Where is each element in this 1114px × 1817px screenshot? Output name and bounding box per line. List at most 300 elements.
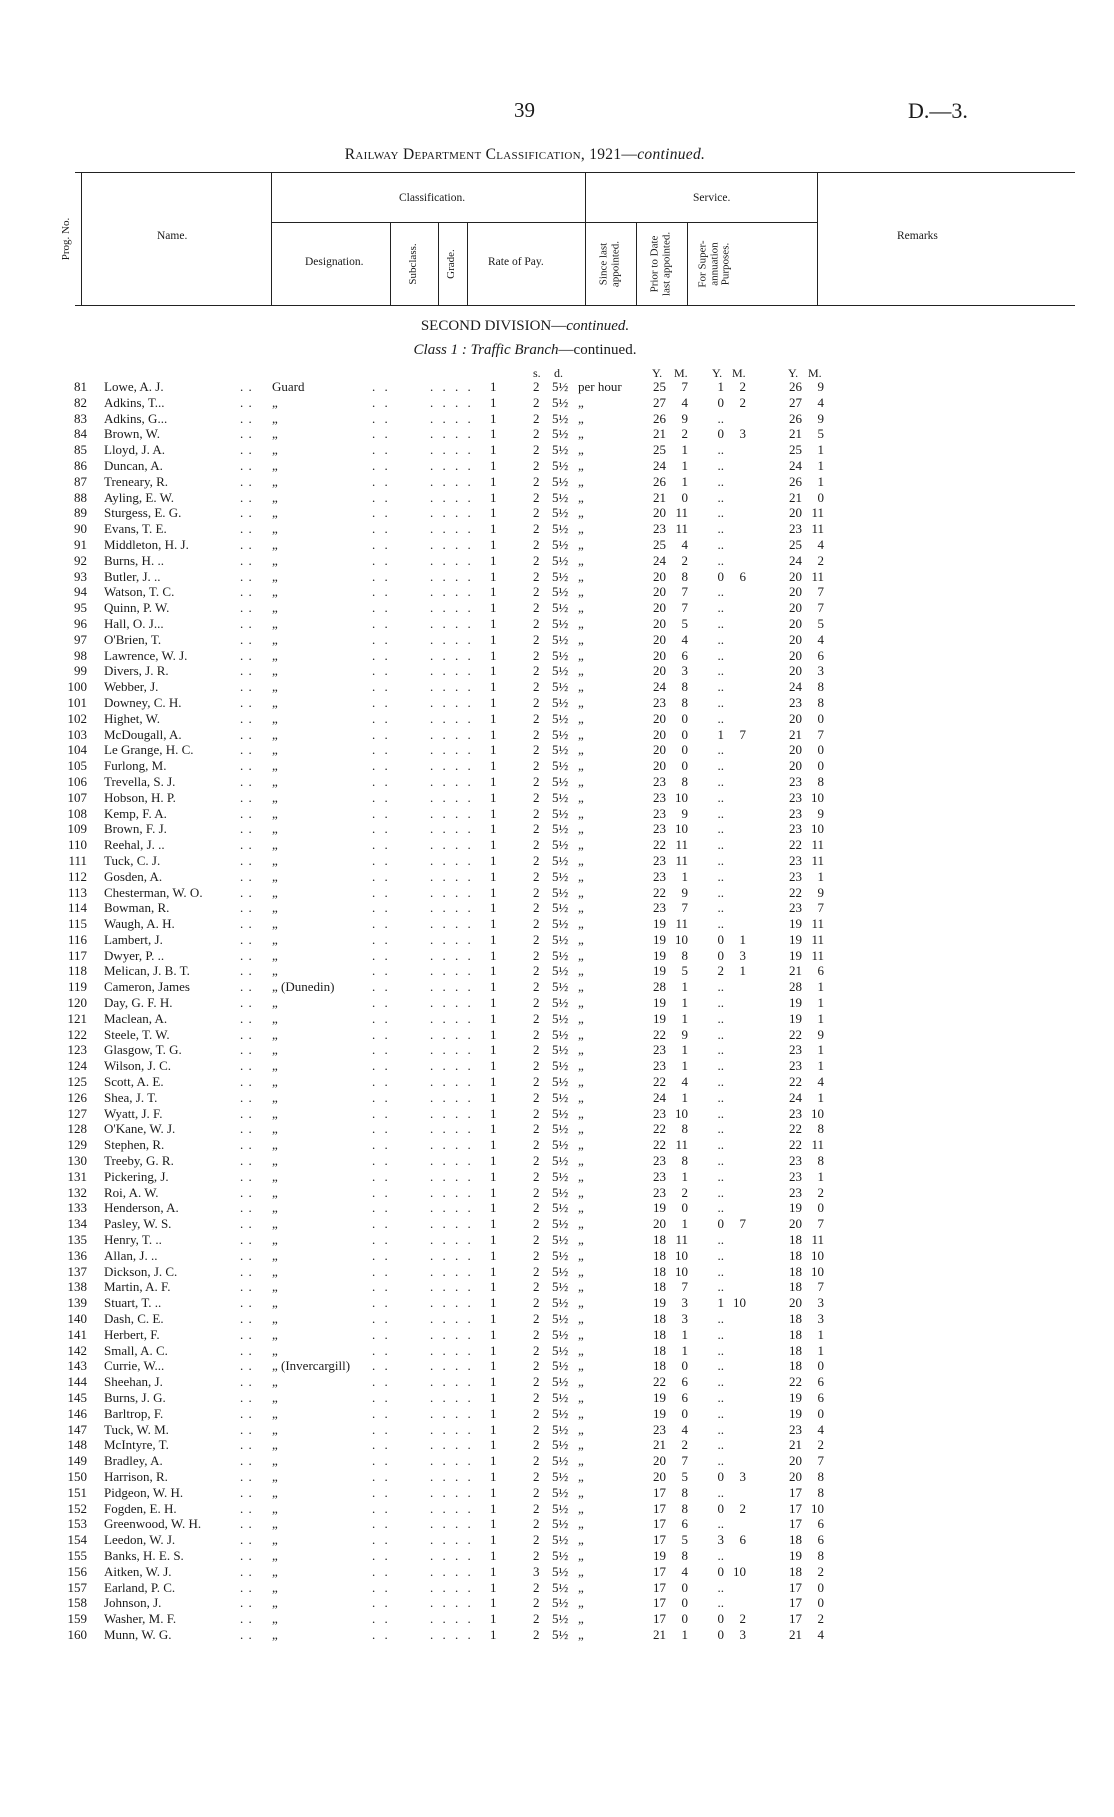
grade-cell: 1 bbox=[490, 694, 497, 710]
prog-no-cell: 137 bbox=[67, 1263, 87, 1279]
dot-leader: . . . . bbox=[430, 1405, 474, 1421]
table-row bbox=[0, 1595, 1114, 1611]
since-months-cell: 0 bbox=[681, 1595, 688, 1611]
super-months-cell: 8 bbox=[817, 694, 824, 710]
dot-leader: . . bbox=[240, 837, 253, 853]
prog-no-cell: 139 bbox=[67, 1295, 87, 1311]
table-row bbox=[0, 537, 1114, 553]
pay-shillings-cell: 2 bbox=[533, 647, 540, 663]
dot-leader: . . . . bbox=[430, 663, 474, 679]
designation-cell: „ bbox=[272, 442, 278, 458]
designation-cell: „ bbox=[272, 789, 278, 805]
prior-months-cell: 7 bbox=[739, 726, 746, 742]
designation-cell: „ bbox=[272, 1484, 278, 1500]
name-cell: Hall, O. J... bbox=[104, 615, 164, 631]
designation-cell: „ bbox=[272, 884, 278, 900]
pay-pence-cell: 5½ bbox=[552, 694, 569, 710]
table-row bbox=[0, 1532, 1114, 1548]
super-years-cell: 18 bbox=[789, 1279, 802, 1295]
pay-shillings-cell: 2 bbox=[533, 947, 540, 963]
dot-leader: . . bbox=[240, 679, 253, 695]
grade-cell: 1 bbox=[490, 1453, 497, 1469]
dot-leader: . . bbox=[240, 1153, 253, 1169]
prior-years-cell: .. bbox=[717, 852, 724, 868]
grade-cell: 1 bbox=[490, 394, 497, 410]
since-years-cell: 20 bbox=[653, 663, 666, 679]
since-months-cell: 5 bbox=[681, 963, 688, 979]
pay-shillings-cell: 2 bbox=[533, 1547, 540, 1563]
pay-pence-cell: 5½ bbox=[552, 552, 569, 568]
dot-leader: . . bbox=[372, 457, 391, 473]
super-years-cell: 20 bbox=[789, 1453, 802, 1469]
pay-pence-cell: 5½ bbox=[552, 1437, 569, 1453]
table-row bbox=[0, 1469, 1114, 1485]
since-months-cell: 6 bbox=[681, 1374, 688, 1390]
prog-no-cell: 134 bbox=[67, 1216, 87, 1232]
pay-unit-cell: „ bbox=[578, 884, 584, 900]
header-prog-no: Prog. No. bbox=[60, 217, 73, 261]
prior-years-cell: .. bbox=[717, 916, 724, 932]
pay-unit-cell: „ bbox=[578, 552, 584, 568]
since-months-cell: 9 bbox=[681, 410, 688, 426]
super-months-cell: 10 bbox=[811, 1247, 824, 1263]
super-months-cell: 8 bbox=[817, 773, 824, 789]
since-months-cell: 2 bbox=[681, 1437, 688, 1453]
since-years-cell: 19 bbox=[653, 1295, 666, 1311]
name-cell: Wilson, J. C. bbox=[104, 1058, 172, 1074]
prior-years-cell: .. bbox=[717, 1168, 724, 1184]
dot-leader: . . bbox=[372, 1611, 391, 1627]
unit-pence: d. bbox=[554, 366, 563, 380]
pay-pence-cell: 5½ bbox=[552, 1516, 569, 1532]
table-row bbox=[0, 932, 1114, 948]
pay-pence-cell: 5½ bbox=[552, 1105, 569, 1121]
since-years-cell: 22 bbox=[653, 884, 666, 900]
pay-pence-cell: 5½ bbox=[552, 852, 569, 868]
name-cell: O'Brien, T. bbox=[104, 631, 162, 647]
prog-no-cell: 147 bbox=[67, 1421, 87, 1437]
dot-leader: . . bbox=[372, 1405, 391, 1421]
dot-leader: . . bbox=[372, 726, 391, 742]
prior-years-cell: .. bbox=[717, 410, 724, 426]
dot-leader: . . bbox=[240, 821, 253, 837]
grade-cell: 1 bbox=[490, 679, 497, 695]
pay-shillings-cell: 2 bbox=[533, 995, 540, 1011]
prior-years-cell: .. bbox=[717, 1074, 724, 1090]
grade-cell: 1 bbox=[490, 710, 497, 726]
dot-leader: . . bbox=[372, 552, 391, 568]
grade-cell: 1 bbox=[490, 900, 497, 916]
super-months-cell: 6 bbox=[817, 1390, 824, 1405]
since-years-cell: 23 bbox=[653, 789, 666, 805]
super-months-cell: 2 bbox=[817, 552, 824, 568]
prior-years-cell: .. bbox=[717, 1437, 724, 1453]
since-months-cell: 9 bbox=[681, 1026, 688, 1042]
designation-cell: „ bbox=[272, 647, 278, 663]
since-years-cell: 18 bbox=[653, 1263, 666, 1279]
designation-cell: „ (Invercargill) bbox=[272, 1358, 351, 1374]
prior-years-cell: .. bbox=[717, 1484, 724, 1500]
unit-shillings: s. bbox=[533, 366, 541, 380]
grade-cell: 1 bbox=[490, 631, 497, 647]
prog-no-cell: 105 bbox=[67, 758, 87, 774]
pay-unit-cell: „ bbox=[578, 1437, 584, 1453]
dot-leader: . . bbox=[372, 837, 391, 853]
pay-unit-cell: „ bbox=[578, 1626, 584, 1642]
dot-leader: . . bbox=[240, 931, 253, 947]
dot-leader: . . bbox=[372, 1563, 391, 1579]
super-months-cell: 1 bbox=[817, 868, 824, 884]
prior-years-cell: .. bbox=[717, 1184, 724, 1200]
since-months-cell: 1 bbox=[681, 1168, 688, 1184]
pay-shillings-cell: 2 bbox=[533, 710, 540, 726]
pay-shillings-cell: 2 bbox=[533, 821, 540, 837]
super-years-cell: 17 bbox=[789, 1611, 802, 1627]
name-cell: Leedon, W. J. bbox=[104, 1532, 176, 1548]
prior-years-cell: .. bbox=[717, 1232, 724, 1248]
since-months-cell: 10 bbox=[675, 1247, 688, 1263]
designation-cell: „ bbox=[272, 631, 278, 647]
name-cell: Henderson, A. bbox=[104, 1200, 179, 1216]
grade-cell: 1 bbox=[490, 821, 497, 837]
page-number: 39 bbox=[514, 98, 535, 122]
pay-shillings-cell: 2 bbox=[533, 1247, 540, 1263]
since-months-cell: 8 bbox=[681, 1153, 688, 1169]
dot-leader: . . bbox=[372, 758, 391, 774]
grade-cell: 1 bbox=[490, 773, 497, 789]
super-years-cell: 24 bbox=[789, 552, 802, 568]
since-months-cell: 2 bbox=[681, 426, 688, 442]
prog-no-cell: 132 bbox=[67, 1184, 87, 1200]
since-months-cell: 8 bbox=[681, 679, 688, 695]
pay-unit-cell: „ bbox=[578, 1421, 584, 1437]
pay-unit-cell: „ bbox=[578, 1311, 584, 1327]
designation-cell: „ bbox=[272, 663, 278, 679]
pay-shillings-cell: 2 bbox=[533, 1390, 540, 1405]
pay-shillings-cell: 2 bbox=[533, 663, 540, 679]
designation-cell: „ bbox=[272, 568, 278, 584]
dot-leader: . . . . bbox=[430, 1263, 474, 1279]
dot-leader: . . bbox=[372, 1468, 391, 1484]
super-months-cell: 8 bbox=[817, 1121, 824, 1137]
since-years-cell: 23 bbox=[653, 1058, 666, 1074]
prog-no-cell: 160 bbox=[67, 1626, 87, 1642]
since-months-cell: 2 bbox=[681, 1184, 688, 1200]
grade-cell: 1 bbox=[490, 1010, 497, 1026]
pay-pence-cell: 5½ bbox=[552, 1074, 569, 1090]
table-row bbox=[0, 632, 1114, 648]
name-cell: Herbert, F. bbox=[104, 1326, 160, 1342]
pay-shillings-cell: 2 bbox=[533, 1121, 540, 1137]
dot-leader: . . bbox=[372, 1089, 391, 1105]
super-months-cell: 7 bbox=[817, 584, 824, 600]
dot-leader: . . . . bbox=[430, 1153, 474, 1169]
prog-no-cell: 120 bbox=[67, 995, 87, 1011]
pay-pence-cell: 5½ bbox=[552, 1611, 569, 1627]
dot-leader: . . bbox=[240, 457, 253, 473]
prog-no-cell: 116 bbox=[67, 931, 87, 947]
since-years-cell: 23 bbox=[653, 852, 666, 868]
super-years-cell: 22 bbox=[789, 1137, 802, 1153]
dot-leader: . . . . bbox=[430, 442, 474, 458]
table-row bbox=[0, 395, 1114, 411]
grade-cell: 1 bbox=[490, 1232, 497, 1248]
name-cell: Duncan, A. bbox=[104, 457, 163, 473]
pay-pence-cell: 5½ bbox=[552, 916, 569, 932]
grade-cell: 1 bbox=[490, 1532, 497, 1548]
since-years-cell: 24 bbox=[653, 552, 666, 568]
pay-pence-cell: 5½ bbox=[552, 1405, 569, 1421]
pay-pence-cell: 5½ bbox=[552, 1279, 569, 1295]
dot-leader: . . . . bbox=[430, 1611, 474, 1627]
pay-shillings-cell: 2 bbox=[533, 694, 540, 710]
pay-unit-cell: „ bbox=[578, 1042, 584, 1058]
since-years-cell: 25 bbox=[653, 379, 666, 394]
pay-pence-cell: 5½ bbox=[552, 1374, 569, 1390]
table-row bbox=[0, 1295, 1114, 1311]
dot-leader: . . . . bbox=[430, 631, 474, 647]
prog-no-cell: 146 bbox=[67, 1405, 87, 1421]
prior-years-cell: .. bbox=[717, 1121, 724, 1137]
pay-pence-cell: 5½ bbox=[552, 631, 569, 647]
since-months-cell: 8 bbox=[681, 1547, 688, 1563]
dot-leader: . . . . bbox=[430, 979, 474, 995]
super-months-cell: 4 bbox=[817, 631, 824, 647]
prog-no-cell: 135 bbox=[67, 1232, 87, 1248]
grade-cell: 1 bbox=[490, 1042, 497, 1058]
since-years-cell: 22 bbox=[653, 837, 666, 853]
prior-years-cell: .. bbox=[717, 805, 724, 821]
dot-leader: . . . . bbox=[430, 1374, 474, 1390]
pay-shillings-cell: 2 bbox=[533, 773, 540, 789]
dot-leader: . . bbox=[372, 805, 391, 821]
pay-shillings-cell: 2 bbox=[533, 963, 540, 979]
dot-leader: . . . . bbox=[430, 1200, 474, 1216]
name-cell: Lowe, A. J. bbox=[104, 379, 164, 394]
dot-leader: . . . . bbox=[430, 789, 474, 805]
super-years-cell: 20 bbox=[789, 1216, 802, 1232]
super-months-cell: 11 bbox=[811, 1232, 824, 1248]
pay-unit-cell: „ bbox=[578, 1547, 584, 1563]
super-years-cell: 19 bbox=[789, 1547, 802, 1563]
since-months-cell: 11 bbox=[675, 916, 688, 932]
dot-leader: . . . . bbox=[430, 1595, 474, 1611]
grade-cell: 1 bbox=[490, 568, 497, 584]
since-months-cell: 1 bbox=[681, 1058, 688, 1074]
dot-leader: . . bbox=[240, 1263, 253, 1279]
pay-shillings-cell: 2 bbox=[533, 505, 540, 521]
pay-pence-cell: 5½ bbox=[552, 1453, 569, 1469]
prior-years-cell: .. bbox=[717, 473, 724, 489]
designation-cell: „ bbox=[272, 1437, 278, 1453]
name-cell: Kemp, F. A. bbox=[104, 805, 167, 821]
grade-cell: 1 bbox=[490, 615, 497, 631]
dot-leader: . . . . bbox=[430, 821, 474, 837]
dot-leader: . . bbox=[240, 1342, 253, 1358]
since-years-cell: 23 bbox=[653, 1184, 666, 1200]
since-months-cell: 1 bbox=[681, 979, 688, 995]
pay-unit-cell: „ bbox=[578, 963, 584, 979]
prior-months-cell: 10 bbox=[733, 1563, 746, 1579]
super-months-cell: 10 bbox=[811, 821, 824, 837]
since-years-cell: 19 bbox=[653, 995, 666, 1011]
name-cell: Sturgess, E. G. bbox=[104, 505, 182, 521]
super-years-cell: 18 bbox=[789, 1342, 802, 1358]
dot-leader: . . bbox=[372, 1311, 391, 1327]
prior-years-cell: 1 bbox=[717, 1295, 724, 1311]
table-row bbox=[0, 616, 1114, 632]
pay-pence-cell: 5½ bbox=[552, 1626, 569, 1642]
prog-no-cell: 126 bbox=[67, 1089, 87, 1105]
document-reference: D.—3. bbox=[908, 98, 968, 123]
grade-cell: 1 bbox=[490, 1153, 497, 1169]
super-years-cell: 20 bbox=[789, 758, 802, 774]
grade-cell: 1 bbox=[490, 457, 497, 473]
dot-leader: . . bbox=[240, 505, 253, 521]
designation-cell: „ bbox=[272, 1311, 278, 1327]
dot-leader: . . . . bbox=[430, 1421, 474, 1437]
pay-pence-cell: 5½ bbox=[552, 1326, 569, 1342]
table-row bbox=[0, 1027, 1114, 1043]
super-months-cell: 9 bbox=[817, 410, 824, 426]
name-cell: Allan, J. .. bbox=[104, 1247, 158, 1263]
dot-leader: . . . . bbox=[430, 758, 474, 774]
prior-years-cell: .. bbox=[717, 821, 724, 837]
name-cell: Treeby, G. R. bbox=[104, 1153, 174, 1169]
dot-leader: . . . . bbox=[430, 1326, 474, 1342]
super-months-cell: 11 bbox=[811, 505, 824, 521]
since-years-cell: 21 bbox=[653, 1626, 666, 1642]
name-cell: Lambert, J. bbox=[104, 931, 163, 947]
designation-cell: „ bbox=[272, 1200, 278, 1216]
since-years-cell: 20 bbox=[653, 568, 666, 584]
designation-cell: „ bbox=[272, 1595, 278, 1611]
super-months-cell: 8 bbox=[817, 1468, 824, 1484]
since-months-cell: 1 bbox=[681, 868, 688, 884]
name-cell: Glasgow, T. G. bbox=[104, 1042, 182, 1058]
super-years-cell: 17 bbox=[789, 1579, 802, 1595]
table-row bbox=[0, 1485, 1114, 1501]
table-row bbox=[0, 1437, 1114, 1453]
super-months-cell: 9 bbox=[817, 884, 824, 900]
dot-leader: . . . . bbox=[430, 426, 474, 442]
table-row bbox=[0, 1248, 1114, 1264]
grade-cell: 1 bbox=[490, 742, 497, 758]
super-years-cell: 24 bbox=[789, 679, 802, 695]
since-months-cell: 8 bbox=[681, 1121, 688, 1137]
since-years-cell: 23 bbox=[653, 1421, 666, 1437]
pay-pence-cell: 5½ bbox=[552, 1247, 569, 1263]
table-row bbox=[0, 553, 1114, 569]
super-months-cell: 1 bbox=[817, 995, 824, 1011]
table-row bbox=[0, 885, 1114, 901]
dot-leader: . . bbox=[240, 631, 253, 647]
since-years-cell: 24 bbox=[653, 679, 666, 695]
dot-leader: . . bbox=[240, 1516, 253, 1532]
dot-leader: . . bbox=[372, 916, 391, 932]
dot-leader: . . bbox=[372, 1216, 391, 1232]
designation-cell: „ bbox=[272, 805, 278, 821]
super-years-cell: 23 bbox=[789, 1184, 802, 1200]
dot-leader: . . bbox=[372, 536, 391, 552]
dot-leader: . . bbox=[372, 821, 391, 837]
prog-no-cell: 119 bbox=[67, 979, 87, 995]
designation-cell: „ bbox=[272, 947, 278, 963]
dot-leader: . . bbox=[240, 805, 253, 821]
prog-no-cell: 83 bbox=[74, 410, 87, 426]
table-row bbox=[0, 742, 1114, 758]
designation-cell: „ (Dunedin) bbox=[272, 979, 335, 995]
since-months-cell: 11 bbox=[675, 1137, 688, 1153]
dot-leader: . . bbox=[372, 1105, 391, 1121]
dot-leader: . . bbox=[372, 1453, 391, 1469]
prior-years-cell: .. bbox=[717, 647, 724, 663]
name-cell: Aitken, W. J. bbox=[104, 1563, 172, 1579]
name-cell: Brown, W. bbox=[104, 426, 160, 442]
name-cell: Dickson, J. C. bbox=[104, 1263, 178, 1279]
prior-years-cell: .. bbox=[717, 1453, 724, 1469]
dot-leader: . . bbox=[372, 1074, 391, 1090]
super-months-cell: 2 bbox=[817, 1184, 824, 1200]
pay-shillings-cell: 2 bbox=[533, 837, 540, 853]
super-years-cell: 20 bbox=[789, 505, 802, 521]
grade-cell: 1 bbox=[490, 916, 497, 932]
dot-leader: . . bbox=[372, 1626, 391, 1642]
prog-no-cell: 121 bbox=[67, 1010, 87, 1026]
dot-leader: . . bbox=[240, 1042, 253, 1058]
since-months-cell: 1 bbox=[681, 1342, 688, 1358]
prog-no-cell: 98 bbox=[74, 647, 87, 663]
super-years-cell: 18 bbox=[789, 1358, 802, 1374]
super-years-cell: 22 bbox=[789, 1374, 802, 1390]
grade-cell: 1 bbox=[490, 1374, 497, 1390]
super-months-cell: 3 bbox=[817, 1295, 824, 1311]
since-months-cell: 10 bbox=[675, 789, 688, 805]
pay-pence-cell: 5½ bbox=[552, 600, 569, 616]
prior-years-cell: .. bbox=[717, 710, 724, 726]
prior-years-cell: .. bbox=[717, 505, 724, 521]
table-row bbox=[0, 1090, 1114, 1106]
super-months-cell: 0 bbox=[817, 1200, 824, 1216]
super-months-cell: 11 bbox=[811, 947, 824, 963]
pay-unit-cell: „ bbox=[578, 584, 584, 600]
pay-shillings-cell: 2 bbox=[533, 726, 540, 742]
super-years-cell: 20 bbox=[789, 615, 802, 631]
dot-leader: . . . . bbox=[430, 1358, 474, 1374]
name-cell: Adkins, G... bbox=[104, 410, 168, 426]
dot-leader: . . . . bbox=[430, 1137, 474, 1153]
since-months-cell: 7 bbox=[681, 900, 688, 916]
pay-pence-cell: 5½ bbox=[552, 1058, 569, 1074]
name-cell: Harrison, R. bbox=[104, 1468, 168, 1484]
dot-leader: . . . . bbox=[430, 931, 474, 947]
designation-cell: „ bbox=[272, 1010, 278, 1026]
since-months-cell: 10 bbox=[675, 821, 688, 837]
prior-years-cell: .. bbox=[717, 1153, 724, 1169]
pay-shillings-cell: 2 bbox=[533, 1089, 540, 1105]
prior-months-cell: 2 bbox=[739, 1611, 746, 1627]
prog-no-cell: 152 bbox=[67, 1500, 87, 1516]
pay-shillings-cell: 2 bbox=[533, 931, 540, 947]
super-years-cell: 18 bbox=[789, 1532, 802, 1548]
prior-years-cell: .. bbox=[717, 1390, 724, 1405]
dot-leader: . . . . bbox=[430, 1232, 474, 1248]
grade-cell: 1 bbox=[490, 758, 497, 774]
pay-pence-cell: 5½ bbox=[552, 1089, 569, 1105]
designation-cell: „ bbox=[272, 1500, 278, 1516]
table-header bbox=[60, 172, 1075, 306]
pay-shillings-cell: 2 bbox=[533, 916, 540, 932]
